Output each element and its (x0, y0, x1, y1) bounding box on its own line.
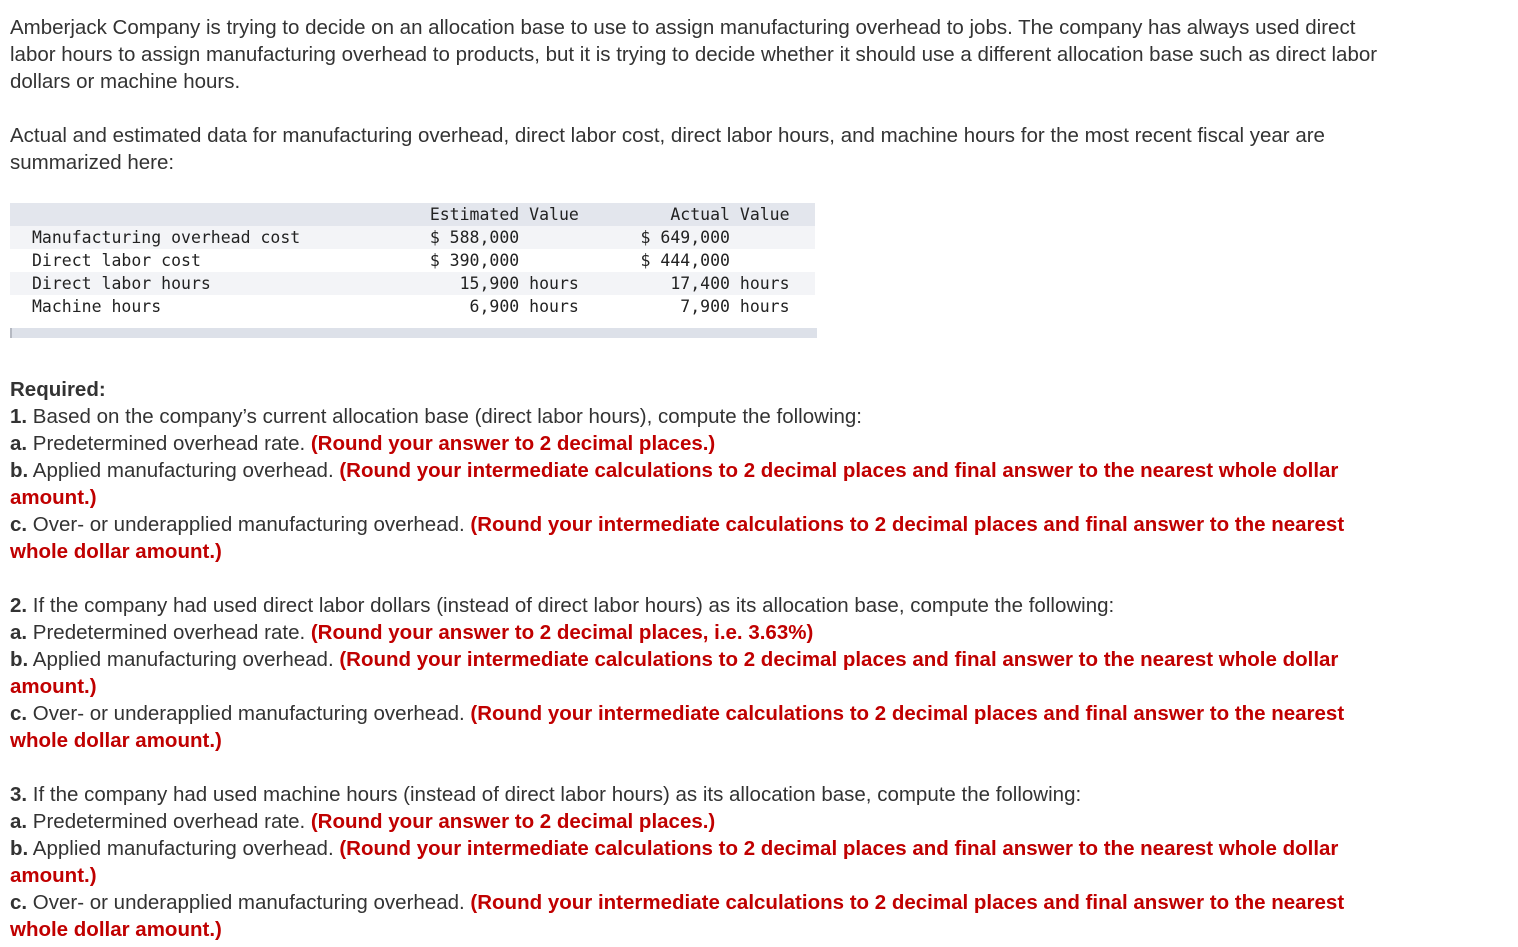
row-actual: 7,900 hours (579, 295, 790, 318)
part-text: Based on the company’s current allocation base (direct labor hours), compute the following: (27, 405, 862, 428)
row-label: Machine hours (10, 295, 402, 318)
rounding-note: (Round your intermediate calculations to 2 decimal places and final answer to the nearest whole dollar amount.) (10, 459, 1339, 509)
part-number: 2. (10, 594, 28, 617)
part-3c: c. Over- or underapplied manufacturing overhead. (Round your intermediate calculations to 2 decimal places and final answer to the nearest whole dollar amount.) (10, 891, 1345, 941)
row-label: Manufacturing overhead cost (10, 226, 402, 249)
part-text: If the company had used machine hours (instead of direct labor hours) as its allocation base, compute the following: (27, 783, 1082, 806)
rounding-note: (Round your answer to 2 decimal places, i.e. 3.63%) (310, 621, 814, 644)
part-2-prompt (10, 592, 1390, 619)
intro-paragraph-1: Amberjack Company is trying to decide on an allocation base to use to assign manufacturing overhead to jobs. The company has always used direct labor hours to assign manufacturing overhead to products, but it is trying to decide whether it should use a different allocation base such as direct labor dollars or machine hours. (10, 16, 1378, 93)
rounding-note: (Round your intermediate calculations to 2 decimal places and final answer to the nearest whole dollar amount.) (10, 513, 1345, 563)
rounding-note: (Round your intermediate calculations to 2 decimal places and final answer to the nearest whole dollar amount.) (10, 702, 1345, 752)
data-table (10, 203, 815, 318)
row-label: Direct labor hours (10, 272, 402, 295)
spacer (10, 95, 1500, 122)
header-actual-value: Actual Value (579, 203, 790, 226)
header-estimated-value: Estimated Value (402, 203, 579, 226)
table-row (10, 226, 815, 249)
part-text: If the company had used direct labor dollars (instead of direct labor hours) as its allocation base, compute the following: (27, 594, 1115, 617)
rounding-note: (Round your intermediate calculations to 2 decimal places and final answer to the nearest whole dollar amount.) (10, 891, 1345, 941)
part-2b: b. Applied manufacturing overhead. (Round your intermediate calculations to 2 decimal places and final answer to the nearest whole dollar amount.) (10, 648, 1339, 698)
rounding-note: (Round your intermediate calculations to 2 decimal places and final answer to the nearest whole dollar amount.) (10, 837, 1339, 887)
part-1c: c. Over- or underapplied manufacturing overhead. (Round your intermediate calculations to 2 decimal places and final answer to the nearest whole dollar amount.) (10, 513, 1345, 563)
part-2-section (10, 592, 1390, 754)
part-2c: c. Over- or underapplied manufacturing overhead. (Round your intermediate calculations to 2 decimal places and final answer to the nearest whole dollar amount.) (10, 702, 1345, 752)
part-1-prompt (10, 403, 1390, 430)
rounding-note: (Round your intermediate calculations to 2 decimal places and final answer to the nearest whole dollar amount.) (10, 648, 1339, 698)
intro-paragraph-2: Actual and estimated data for manufacturing overhead, direct labor cost, direct labor hours, and machine hours for the most recent fiscal year are summarized here: (10, 124, 1325, 174)
data-table-container (10, 203, 815, 338)
row-actual: $ 649,000 (579, 226, 790, 249)
header-label-cell (10, 203, 402, 226)
table-row (10, 272, 815, 295)
rounding-note: (Round your answer to 2 decimal places.) (310, 432, 716, 455)
part-1a: a. Predetermined overhead rate. (Round your answer to 2 decimal places.) (10, 432, 716, 455)
part-number: 3. (10, 783, 28, 806)
row-actual: 17,400 hours (579, 272, 790, 295)
required-heading: Required: (10, 378, 106, 401)
row-estimated: 6,900 hours (402, 295, 579, 318)
required-section (10, 376, 1390, 565)
part-3a: a. Predetermined overhead rate. (Round your answer to 2 decimal places.) (10, 810, 716, 833)
table-row (10, 295, 815, 318)
part-3-section (10, 781, 1390, 943)
part-1b: b. Applied manufacturing overhead. (Round your intermediate calculations to 2 decimal places and final answer to the nearest whole dollar amount.) (10, 459, 1339, 509)
row-label: Direct labor cost (10, 249, 402, 272)
part-number: 1. (10, 405, 28, 428)
part-3b: b. Applied manufacturing overhead. (Round your intermediate calculations to 2 decimal places and final answer to the nearest whole dollar amount.) (10, 837, 1339, 887)
part-3-prompt (10, 781, 1390, 808)
row-estimated: $ 588,000 (402, 226, 579, 249)
row-actual: $ 444,000 (579, 249, 790, 272)
row-estimated: 15,900 hours (402, 272, 579, 295)
row-estimated: $ 390,000 (402, 249, 579, 272)
part-2a: a. Predetermined overhead rate. (Round your answer to 2 decimal places, i.e. 3.63%) (10, 621, 814, 644)
table-row (10, 249, 815, 272)
table-footer-bar (10, 328, 817, 338)
problem-document (10, 14, 1500, 943)
table-header-row (10, 203, 815, 226)
rounding-note: (Round your answer to 2 decimal places.) (310, 810, 716, 833)
